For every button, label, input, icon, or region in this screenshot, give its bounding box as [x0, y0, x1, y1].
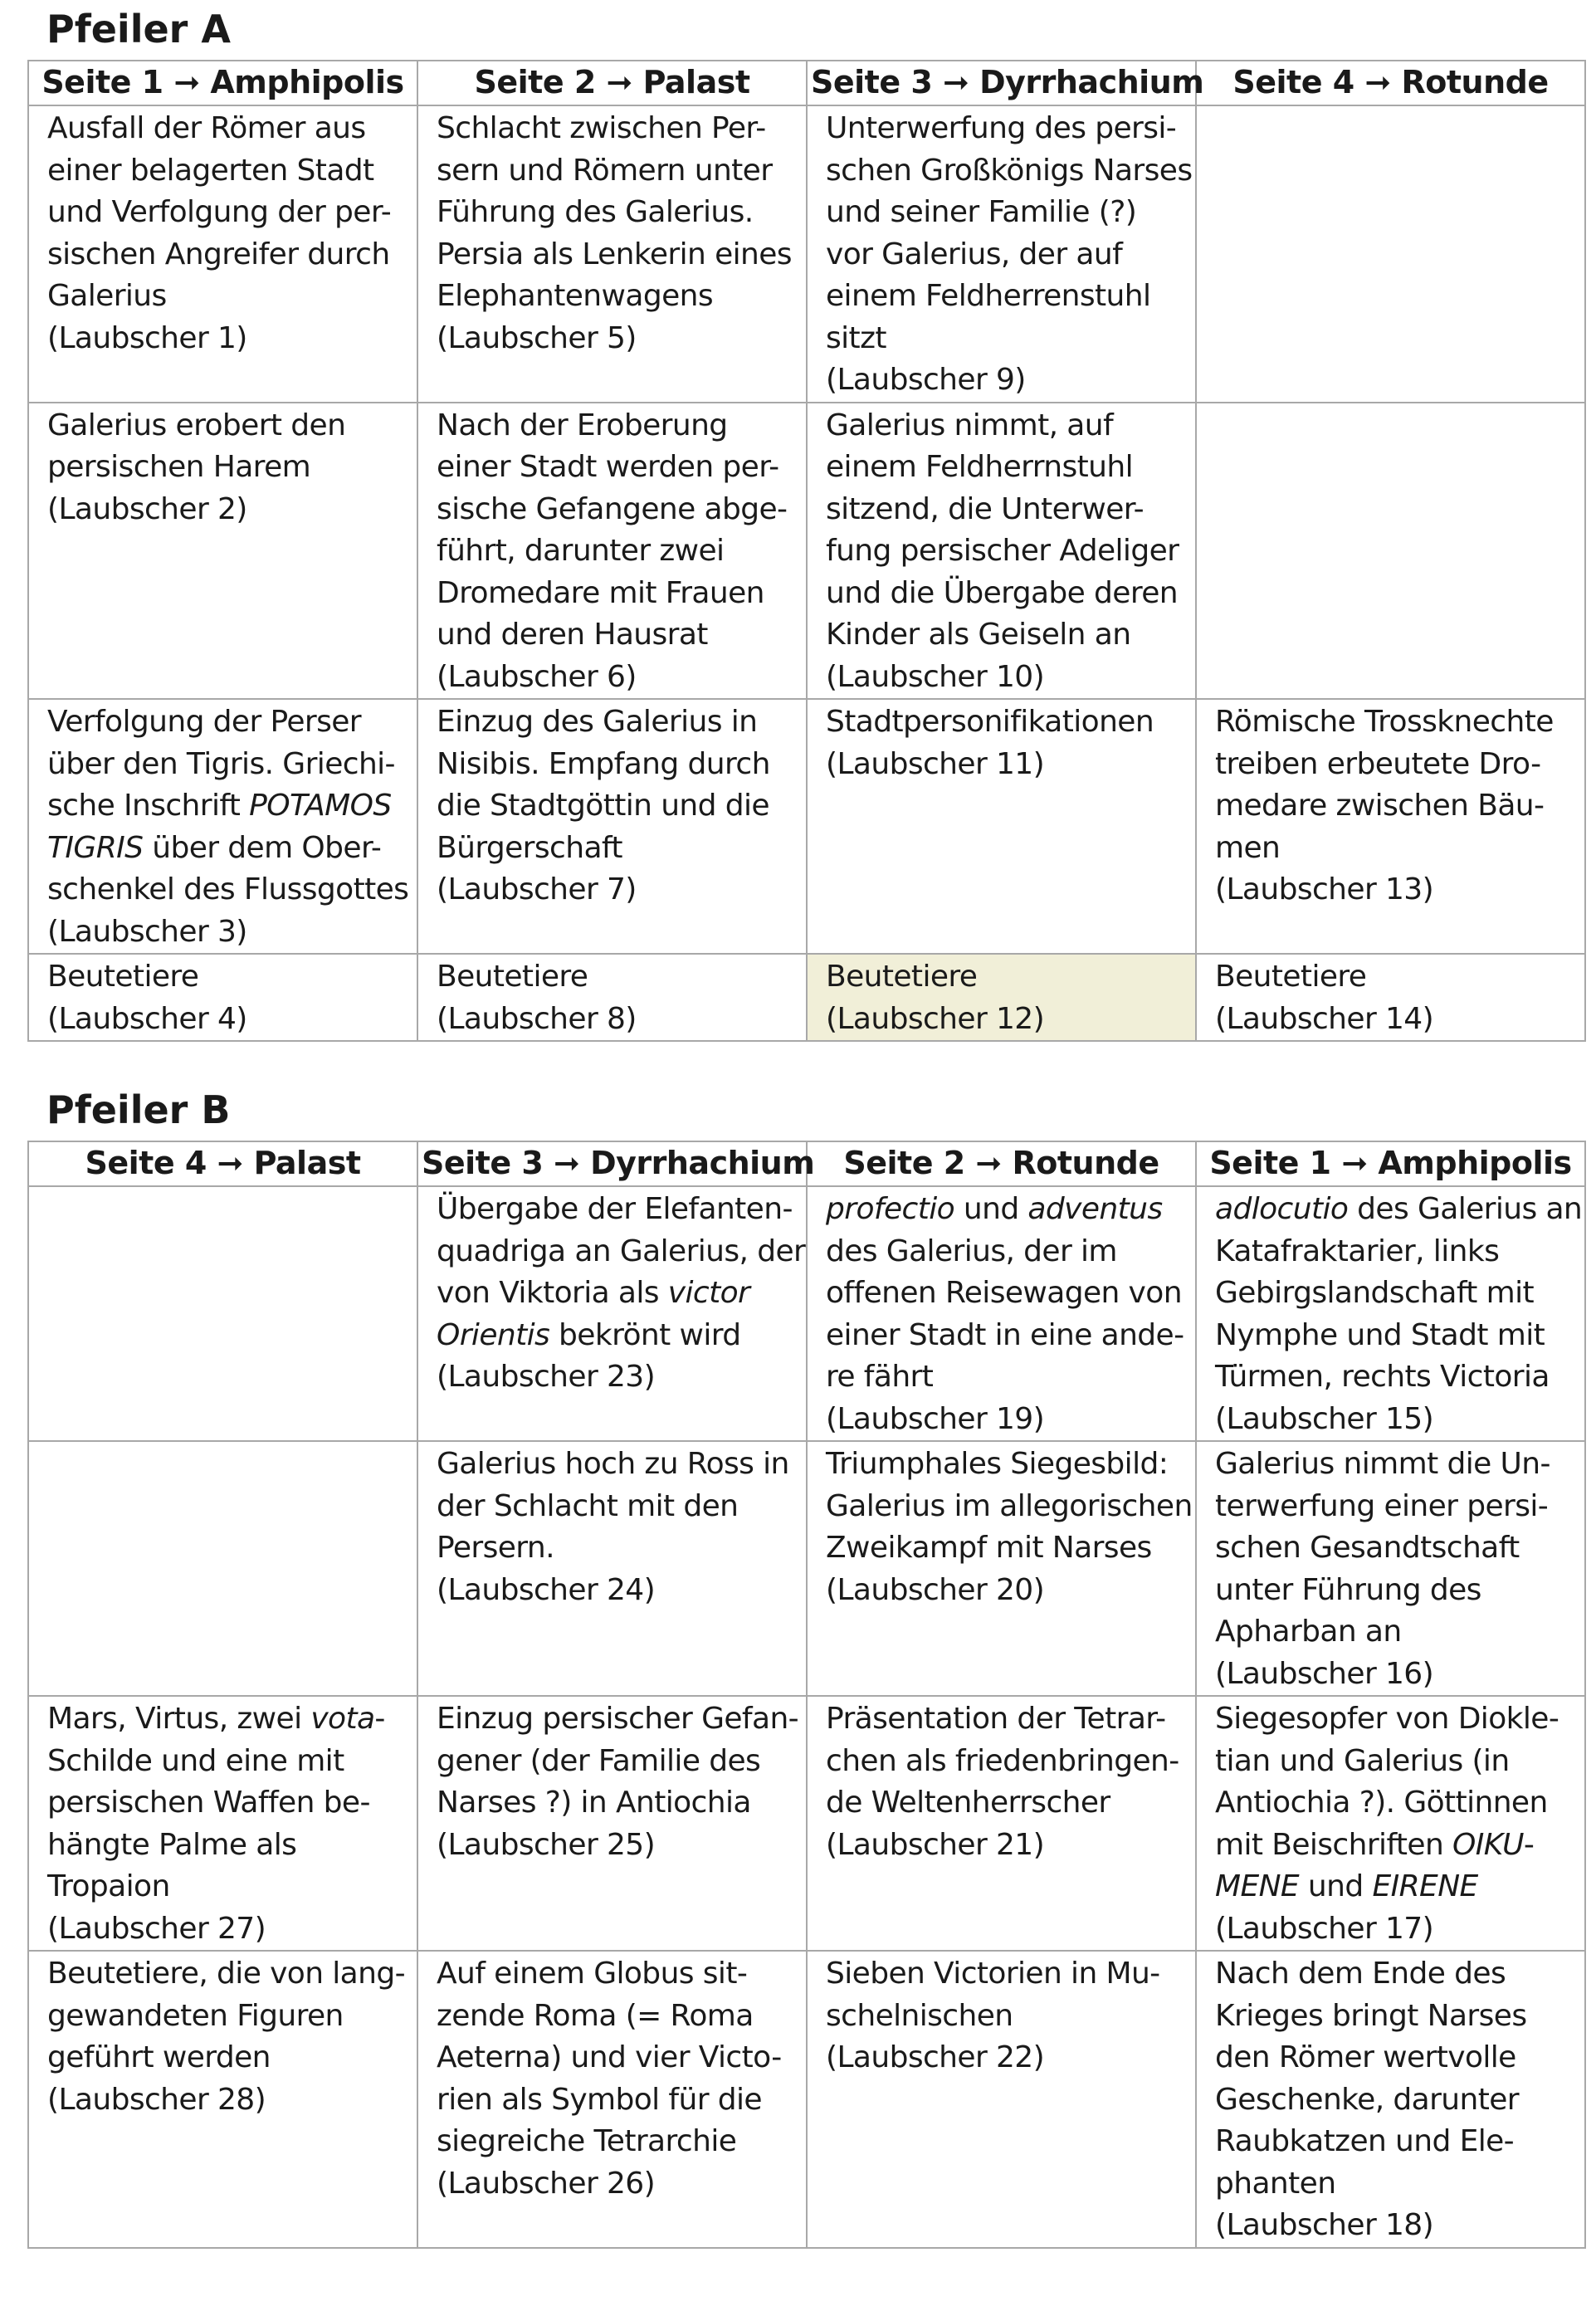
column-side: Seite 4 [1232, 64, 1365, 100]
cell-text-line: den Römer wertvolle [1215, 2040, 1516, 2074]
cell-text-line: Römische Trossknechte [1215, 705, 1554, 739]
cell-text-line: Einzug persischer Gefan- [437, 1702, 799, 1736]
cell-text-line: gewandeten Figuren [47, 1998, 344, 2033]
laubscher-reference: (Laubscher 26) [437, 2166, 656, 2201]
cell-text-line: einem Feldherrnstuhl [826, 450, 1133, 484]
pillar-a-table [27, 60, 1586, 1042]
cell-text-line: mit Beischriften OIKU- [1215, 1827, 1535, 1862]
cell-text-line: Aeterna) und vier Victo- [437, 2040, 782, 2074]
table-cell [28, 403, 417, 700]
cell-text-line: Sieben Victorien in Mu- [826, 1957, 1160, 1991]
cell-text-line: Galerius erobert den [47, 408, 346, 442]
laubscher-reference: (Laubscher 12) [826, 1001, 1045, 1036]
cell-text-line: Zweikampf mit Narses [826, 1531, 1152, 1565]
cell-text-line: der Schlacht mit den [437, 1488, 739, 1523]
cell-text-line: Galerius [47, 279, 167, 313]
cell-text-line: sitzt [826, 320, 886, 355]
column-place: Rotunde [1001, 1145, 1159, 1181]
column-side: Seite 2 [474, 64, 607, 100]
cell-text-line: einer Stadt in eine ande- [826, 1317, 1184, 1352]
table-cell [1196, 699, 1585, 954]
laubscher-reference: (Laubscher 2) [47, 491, 247, 526]
cell-text-line: rien als Symbol für die [437, 2082, 762, 2117]
cell-text-line: Beutetiere, die von lang- [47, 1957, 405, 1991]
laubscher-reference: (Laubscher 24) [437, 1572, 656, 1607]
header-row [28, 61, 1585, 105]
cell-text-line: unter Führung des [1215, 1572, 1481, 1607]
laubscher-reference: (Laubscher 3) [47, 914, 247, 949]
cell-text-line: Mars, Virtus, zwei vota- [47, 1702, 385, 1736]
table-cell [28, 1696, 417, 1951]
table-cell [807, 403, 1196, 700]
cell-text-line: einem Feldherrenstuhl [826, 279, 1151, 313]
column-header [28, 61, 417, 105]
table-cell [28, 699, 417, 954]
cell-text-line: Schilde und eine mit [47, 1743, 344, 1778]
cell-text-line: Krieges bringt Narses [1215, 1998, 1527, 2033]
cell-text-line: Nymphe und Stadt mit [1215, 1317, 1545, 1352]
cell-text-line: Raubkatzen und Ele- [1215, 2124, 1515, 2158]
table-row [28, 105, 1585, 403]
cell-text-line: TIGRIS über dem Ober- [47, 830, 382, 865]
cell-text-line: Nach dem Ende des [1215, 1957, 1506, 1991]
laubscher-reference: (Laubscher 23) [437, 1360, 656, 1394]
arrow-right-icon: ➞ [606, 64, 632, 100]
cell-text-line: Bürgerschaft [437, 830, 622, 865]
laubscher-reference: (Laubscher 19) [826, 1401, 1045, 1436]
laubscher-reference: (Laubscher 28) [47, 2082, 266, 2117]
column-place: Amphipolis [199, 64, 404, 100]
table-cell [417, 403, 807, 700]
column-side: Seite 1 [1209, 1145, 1342, 1181]
cell-text-line: und Verfolgung der per- [47, 195, 392, 229]
column-header [417, 61, 807, 105]
cell-text-line: hängte Palme als [47, 1827, 297, 1862]
column-side: Seite 2 [843, 1145, 976, 1181]
cell-text-line: Unterwerfung des persi- [826, 111, 1177, 145]
cell-text-line: fung persischer Adeliger [826, 534, 1179, 568]
cell-text-line: über den Tigris. Griechi- [47, 746, 395, 781]
table-cell [1196, 403, 1585, 700]
cell-text-line: Galerius hoch zu Ross in [437, 1447, 789, 1481]
table-cell [28, 1441, 417, 1696]
table-row [28, 403, 1585, 700]
arrow-right-icon: ➞ [1364, 64, 1391, 100]
cell-text-line: sischen Angreifer durch [47, 237, 390, 271]
column-header [807, 61, 1204, 105]
column-place: Palast [242, 1145, 361, 1181]
cell-text-line: Persia als Lenkerin eines [437, 237, 792, 271]
table-row [28, 954, 1585, 1041]
table-cell [807, 699, 1196, 954]
cell-text-line: Nach der Eroberung [437, 408, 728, 442]
laubscher-reference: (Laubscher 4) [47, 1001, 247, 1036]
cell-text-line: sische Gefangene abge- [437, 491, 788, 526]
laubscher-reference: (Laubscher 27) [47, 1911, 266, 1946]
cell-text-line: und seiner Familie (?) [826, 195, 1137, 229]
column-header [417, 1141, 815, 1186]
cell-text-line: Beutetiere [1215, 960, 1367, 994]
arrow-right-icon: ➞ [975, 1145, 1002, 1181]
arrow-right-icon: ➞ [554, 1145, 580, 1181]
cell-text-line: von Viktoria als victor [437, 1276, 750, 1310]
cell-text-line: Dromedare mit Frauen [437, 575, 764, 610]
arrow-right-icon: ➞ [217, 1145, 243, 1181]
cell-text-line: schen Großkönigs Narses [826, 153, 1193, 188]
column-place: Dyrrhachium [969, 64, 1204, 100]
cell-text-line: adlocutio des Galerius an [1215, 1192, 1583, 1226]
table-cell [807, 1696, 1196, 1951]
cell-text-line: treiben erbeutete Dro- [1215, 746, 1541, 781]
cell-text-line: offenen Reisewagen von [826, 1276, 1182, 1310]
cell-text-line: Triumphales Siegesbild: [826, 1447, 1169, 1481]
table-cell [807, 1441, 1196, 1696]
column-place: Rotunde [1390, 64, 1549, 100]
table-cell [807, 1951, 1196, 2248]
cell-text-line: schelnischen [826, 1998, 1013, 2033]
laubscher-reference: (Laubscher 13) [1215, 872, 1434, 906]
table-cell [1196, 1951, 1585, 2248]
cell-text-line: schenkel des Flussgottes [47, 872, 409, 906]
laubscher-reference: (Laubscher 1) [47, 320, 247, 355]
laubscher-reference: (Laubscher 17) [1215, 1911, 1434, 1946]
laubscher-reference: (Laubscher 10) [826, 659, 1045, 694]
cell-text-line: Galerius nimmt, auf [826, 408, 1114, 442]
cell-text-line: Beutetiere [826, 960, 978, 994]
laubscher-reference: (Laubscher 8) [437, 1001, 637, 1036]
table-cell [1196, 1696, 1585, 1951]
laubscher-reference: (Laubscher 22) [826, 2040, 1045, 2074]
table-cell [1196, 105, 1585, 403]
cell-text-line: Türmen, rechts Victoria [1215, 1360, 1550, 1394]
cell-text-line: vor Galerius, der auf [826, 237, 1123, 271]
cell-text-line: gener (der Familie des [437, 1743, 761, 1778]
laubscher-reference: (Laubscher 9) [826, 363, 1026, 397]
cell-text-line: Siegesopfer von Diokle- [1215, 1702, 1559, 1736]
laubscher-reference: (Laubscher 16) [1215, 1656, 1434, 1691]
cell-text-line: chen als friedenbringen- [826, 1743, 1179, 1778]
cell-text-line: Antiochia ?). Göttinnen [1215, 1786, 1548, 1820]
cell-text-line: Führung des Galerius. [437, 195, 754, 229]
column-side: Seite 3 [422, 1145, 554, 1181]
cell-text-line: Persern. [437, 1531, 554, 1565]
table-cell [1196, 954, 1585, 1041]
table-cell [417, 699, 807, 954]
table-cell [807, 954, 1196, 1041]
column-header [1196, 1141, 1585, 1186]
cell-text-line: sern und Römern unter [437, 153, 773, 188]
cell-text-line: Präsentation der Tetrar- [826, 1702, 1166, 1736]
cell-text-line: des Galerius, der im [826, 1234, 1117, 1268]
table-cell [417, 1186, 807, 1441]
cell-text-line: tian und Galerius (in [1215, 1743, 1510, 1778]
cell-text-line: Einzug des Galerius in [437, 705, 758, 739]
column-place: Amphipolis [1367, 1145, 1572, 1181]
cell-text-line: schen Gesandtschaft [1215, 1531, 1520, 1565]
cell-text-line: und deren Hausrat [437, 618, 708, 652]
laubscher-reference: (Laubscher 21) [826, 1827, 1045, 1862]
cell-text-line: Auf einem Globus sit- [437, 1957, 748, 1991]
laubscher-reference: (Laubscher 15) [1215, 1401, 1434, 1436]
laubscher-reference: (Laubscher 5) [437, 320, 637, 355]
cell-text-line: Galerius im allegorischen [826, 1488, 1193, 1523]
laubscher-reference: (Laubscher 14) [1215, 1001, 1434, 1036]
table-cell [28, 954, 417, 1041]
table-cell [417, 954, 807, 1041]
laubscher-reference: (Laubscher 11) [826, 746, 1045, 781]
column-header [1196, 61, 1585, 105]
table-cell [417, 105, 807, 403]
table-cell [28, 1951, 417, 2248]
table-cell [807, 1186, 1196, 1441]
arrow-right-icon: ➞ [173, 64, 200, 100]
cell-text-line: medare zwischen Bäu- [1215, 789, 1545, 823]
cell-text-line: Gebirgslandschaft mit [1215, 1276, 1535, 1310]
cell-text-line: Kinder als Geiseln an [826, 618, 1131, 652]
cell-text-line: führt, darunter zwei [437, 534, 725, 568]
pillar-b-title: Pfeiler B [46, 1087, 231, 1132]
column-side: Seite 3 [811, 64, 944, 100]
cell-text-line: de Weltenherrscher [826, 1786, 1110, 1820]
cell-text-line: Geschenke, darunter [1215, 2082, 1519, 2117]
cell-text-line: und die Übergabe deren [826, 575, 1179, 610]
laubscher-reference: (Laubscher 18) [1215, 2208, 1434, 2242]
cell-text-line: sche Inschrift POTAMOS [47, 789, 392, 823]
cell-text-line: Verfolgung der Perser [47, 705, 361, 739]
table-row [28, 699, 1585, 954]
table-cell [28, 1186, 417, 1441]
cell-text-line: Katafraktarier, links [1215, 1234, 1500, 1268]
table-cell [1196, 1186, 1585, 1441]
cell-text-line: siegreiche Tetrarchie [437, 2124, 737, 2158]
cell-text-line: men [1215, 830, 1281, 865]
cell-text-line: quadriga an Galerius, der [437, 1234, 806, 1268]
arrow-right-icon: ➞ [1341, 1145, 1368, 1181]
column-header [28, 1141, 417, 1186]
table-cell [417, 1441, 807, 1696]
table-cell [807, 105, 1196, 403]
table-cell [28, 105, 417, 403]
cell-text-line: Galerius nimmt die Un- [1215, 1447, 1550, 1481]
header-row [28, 1141, 1585, 1186]
column-side: Seite 1 [41, 64, 174, 100]
cell-text-line: zende Roma (= Roma [437, 1998, 754, 2033]
table-row [28, 1441, 1585, 1696]
cell-text-line: profectio und adventus [826, 1192, 1163, 1226]
cell-text-line: einer belagerten Stadt [47, 153, 374, 188]
column-place: Dyrrhachium [579, 1145, 815, 1181]
cell-text-line: Apharban an [1215, 1615, 1402, 1649]
cell-text-line: sitzend, die Unterwer- [826, 491, 1145, 526]
table-row [28, 1696, 1585, 1951]
cell-text-line: Beutetiere [47, 960, 199, 994]
cell-text-line: Ausfall der Römer aus [47, 111, 366, 145]
table-cell [417, 1696, 807, 1951]
cell-text-line: persischen Harem [47, 450, 311, 484]
cell-text-line: einer Stadt werden per- [437, 450, 779, 484]
cell-text-line: phanten [1215, 2166, 1336, 2201]
cell-text-line: geführt werden [47, 2040, 271, 2074]
cell-text-line: Tropaion [47, 1869, 170, 1903]
cell-text-line: re fährt [826, 1360, 934, 1394]
cell-text-line: Übergabe der Elefanten- [437, 1192, 793, 1226]
cell-text-line: Orientis bekrönt wird [437, 1317, 741, 1352]
table-row [28, 1951, 1585, 2248]
column-side: Seite 4 [85, 1145, 217, 1181]
cell-text-line: die Stadtgöttin und die [437, 789, 769, 823]
column-place: Palast [632, 64, 750, 100]
table-row [28, 1186, 1585, 1441]
cell-text-line: MENE und EIRENE [1215, 1869, 1478, 1903]
cell-text-line: Narses ?) in Antiochia [437, 1786, 751, 1820]
cell-text-line: Elephantenwagens [437, 279, 713, 313]
arrow-right-icon: ➞ [943, 64, 969, 100]
cell-text-line: Beutetiere [437, 960, 588, 994]
table-cell [1196, 1441, 1585, 1696]
cell-text-line: terwerfung einer persi- [1215, 1488, 1549, 1523]
laubscher-reference: (Laubscher 6) [437, 659, 637, 694]
table-cell [417, 1951, 807, 2248]
cell-text-line: Schlacht zwischen Per- [437, 111, 766, 145]
laubscher-reference: (Laubscher 20) [826, 1572, 1045, 1607]
cell-text-line: persischen Waffen be- [47, 1786, 370, 1820]
laubscher-reference: (Laubscher 7) [437, 872, 637, 906]
pillar-b-table [27, 1141, 1586, 2249]
laubscher-reference: (Laubscher 25) [437, 1827, 656, 1862]
cell-text-line: Stadtpersonifikationen [826, 705, 1154, 739]
pillar-a-title: Pfeiler A [46, 7, 231, 51]
column-header [807, 1141, 1196, 1186]
cell-text-line: Nisibis. Empfang durch [437, 746, 770, 781]
